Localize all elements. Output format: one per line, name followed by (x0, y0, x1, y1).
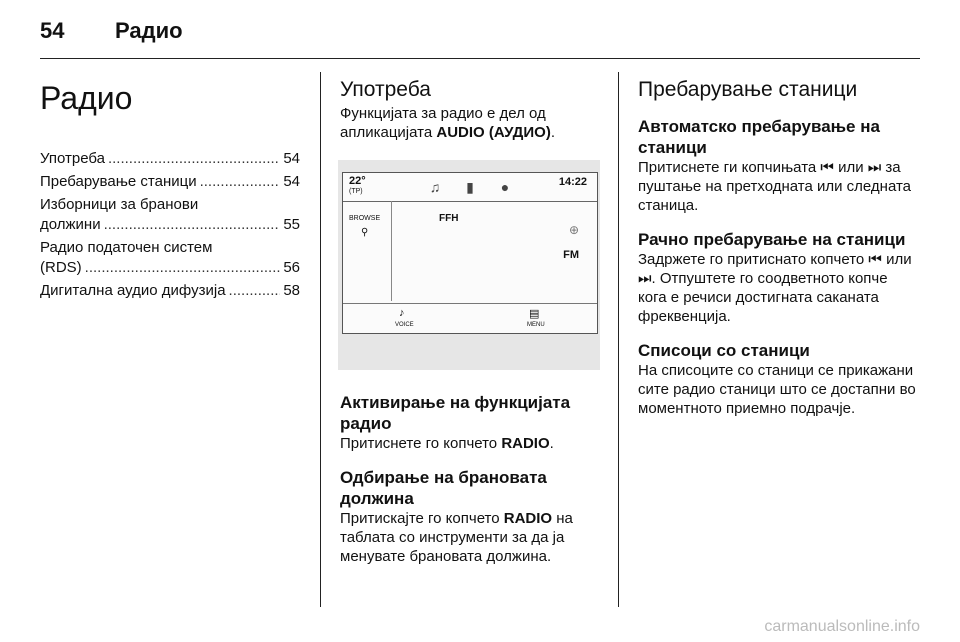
running-title: Радио (115, 18, 183, 43)
band-select-text: Притискајте го копчето RADIO на таблата со инструменти за да ја менувате брановата должина. (340, 510, 573, 565)
menu-label: MENU (527, 322, 545, 328)
column-divider (320, 72, 321, 607)
temperature-readout: 22° (349, 175, 366, 187)
activate-text: Притиснете го копчето RADIO. (340, 435, 554, 452)
activate-heading: Активирање на функцијата радио (340, 393, 571, 433)
station-name: FFH (439, 213, 459, 224)
voice-label: VOICE (395, 322, 414, 328)
usage-column (340, 70, 600, 580)
auto-tuning-text: Притиснете ги копчињата ⏮ или ⏭ за пуштање на претходната или следната станица. (638, 159, 912, 214)
band-indicator: FM (563, 249, 579, 261)
usage-intro: Функцијата за радио е дел од апликацијата AUDIO (АУДИО). (340, 105, 555, 141)
radio-display (342, 172, 598, 334)
manual-tuning-heading: Рачно пребарување на станици (638, 230, 906, 249)
station-lists-heading: Списоци со станици (638, 341, 810, 360)
column-divider (618, 72, 619, 607)
menu-icon[interactable]: ▤ (529, 308, 540, 320)
status-bar (343, 173, 597, 202)
table-of-contents (40, 149, 300, 301)
toc-item[interactable]: Радио податочен систем (RDS) ..... 56 (40, 238, 300, 278)
watermark: carmanualsonline.info (764, 618, 920, 635)
radio-screen-illustration (338, 160, 600, 370)
music-note-icon: ♫ (429, 179, 441, 195)
page-header (40, 18, 920, 58)
search-icon: ⚲ (361, 227, 369, 238)
chapter-title: Радио (40, 80, 133, 116)
tp-indicator: (TP) (349, 188, 363, 195)
auto-tuning-heading: Автоматско пребарување на станици (638, 117, 880, 157)
voice-icon[interactable]: ♪ (399, 307, 405, 319)
tuning-heading: Пребарување станици (638, 78, 858, 101)
clock: 14:22 (558, 176, 587, 188)
page-number: 54 (40, 18, 65, 43)
station-lists-text: На списоците со станици се прикажани сите радио станици што се достапни во моментното приемно подрачје. (638, 362, 916, 417)
browse-pane[interactable] (343, 201, 392, 301)
navigation-icon: ● (500, 179, 510, 195)
browse-label: BROWSE (349, 215, 381, 222)
usage-heading: Употреба (340, 78, 431, 101)
toc-item[interactable]: Пребарување станици ..... 54 (40, 172, 300, 192)
band-select-heading: Одбирање на брановата должина (340, 468, 547, 508)
toc-item[interactable]: Дигитална аудио дифузија ..... 58 (40, 281, 300, 301)
manual-tuning-text: Задржете го притиснато копчето ⏮ или ⏭. Отпуштете го соодветното копче кога е речиси достигната саканата фреквенција. (638, 251, 912, 325)
bottom-bar (343, 303, 597, 334)
toc-item[interactable]: Употреба ..... 54 (40, 149, 300, 169)
chapter-column (40, 70, 300, 304)
phone-icon: ▮ (466, 179, 474, 195)
header-divider (40, 58, 920, 59)
tuning-column (638, 70, 918, 432)
antenna-icon: ⊕ (568, 223, 579, 237)
toc-item[interactable]: Изборници за бранови должини ..... 55 (40, 195, 300, 235)
